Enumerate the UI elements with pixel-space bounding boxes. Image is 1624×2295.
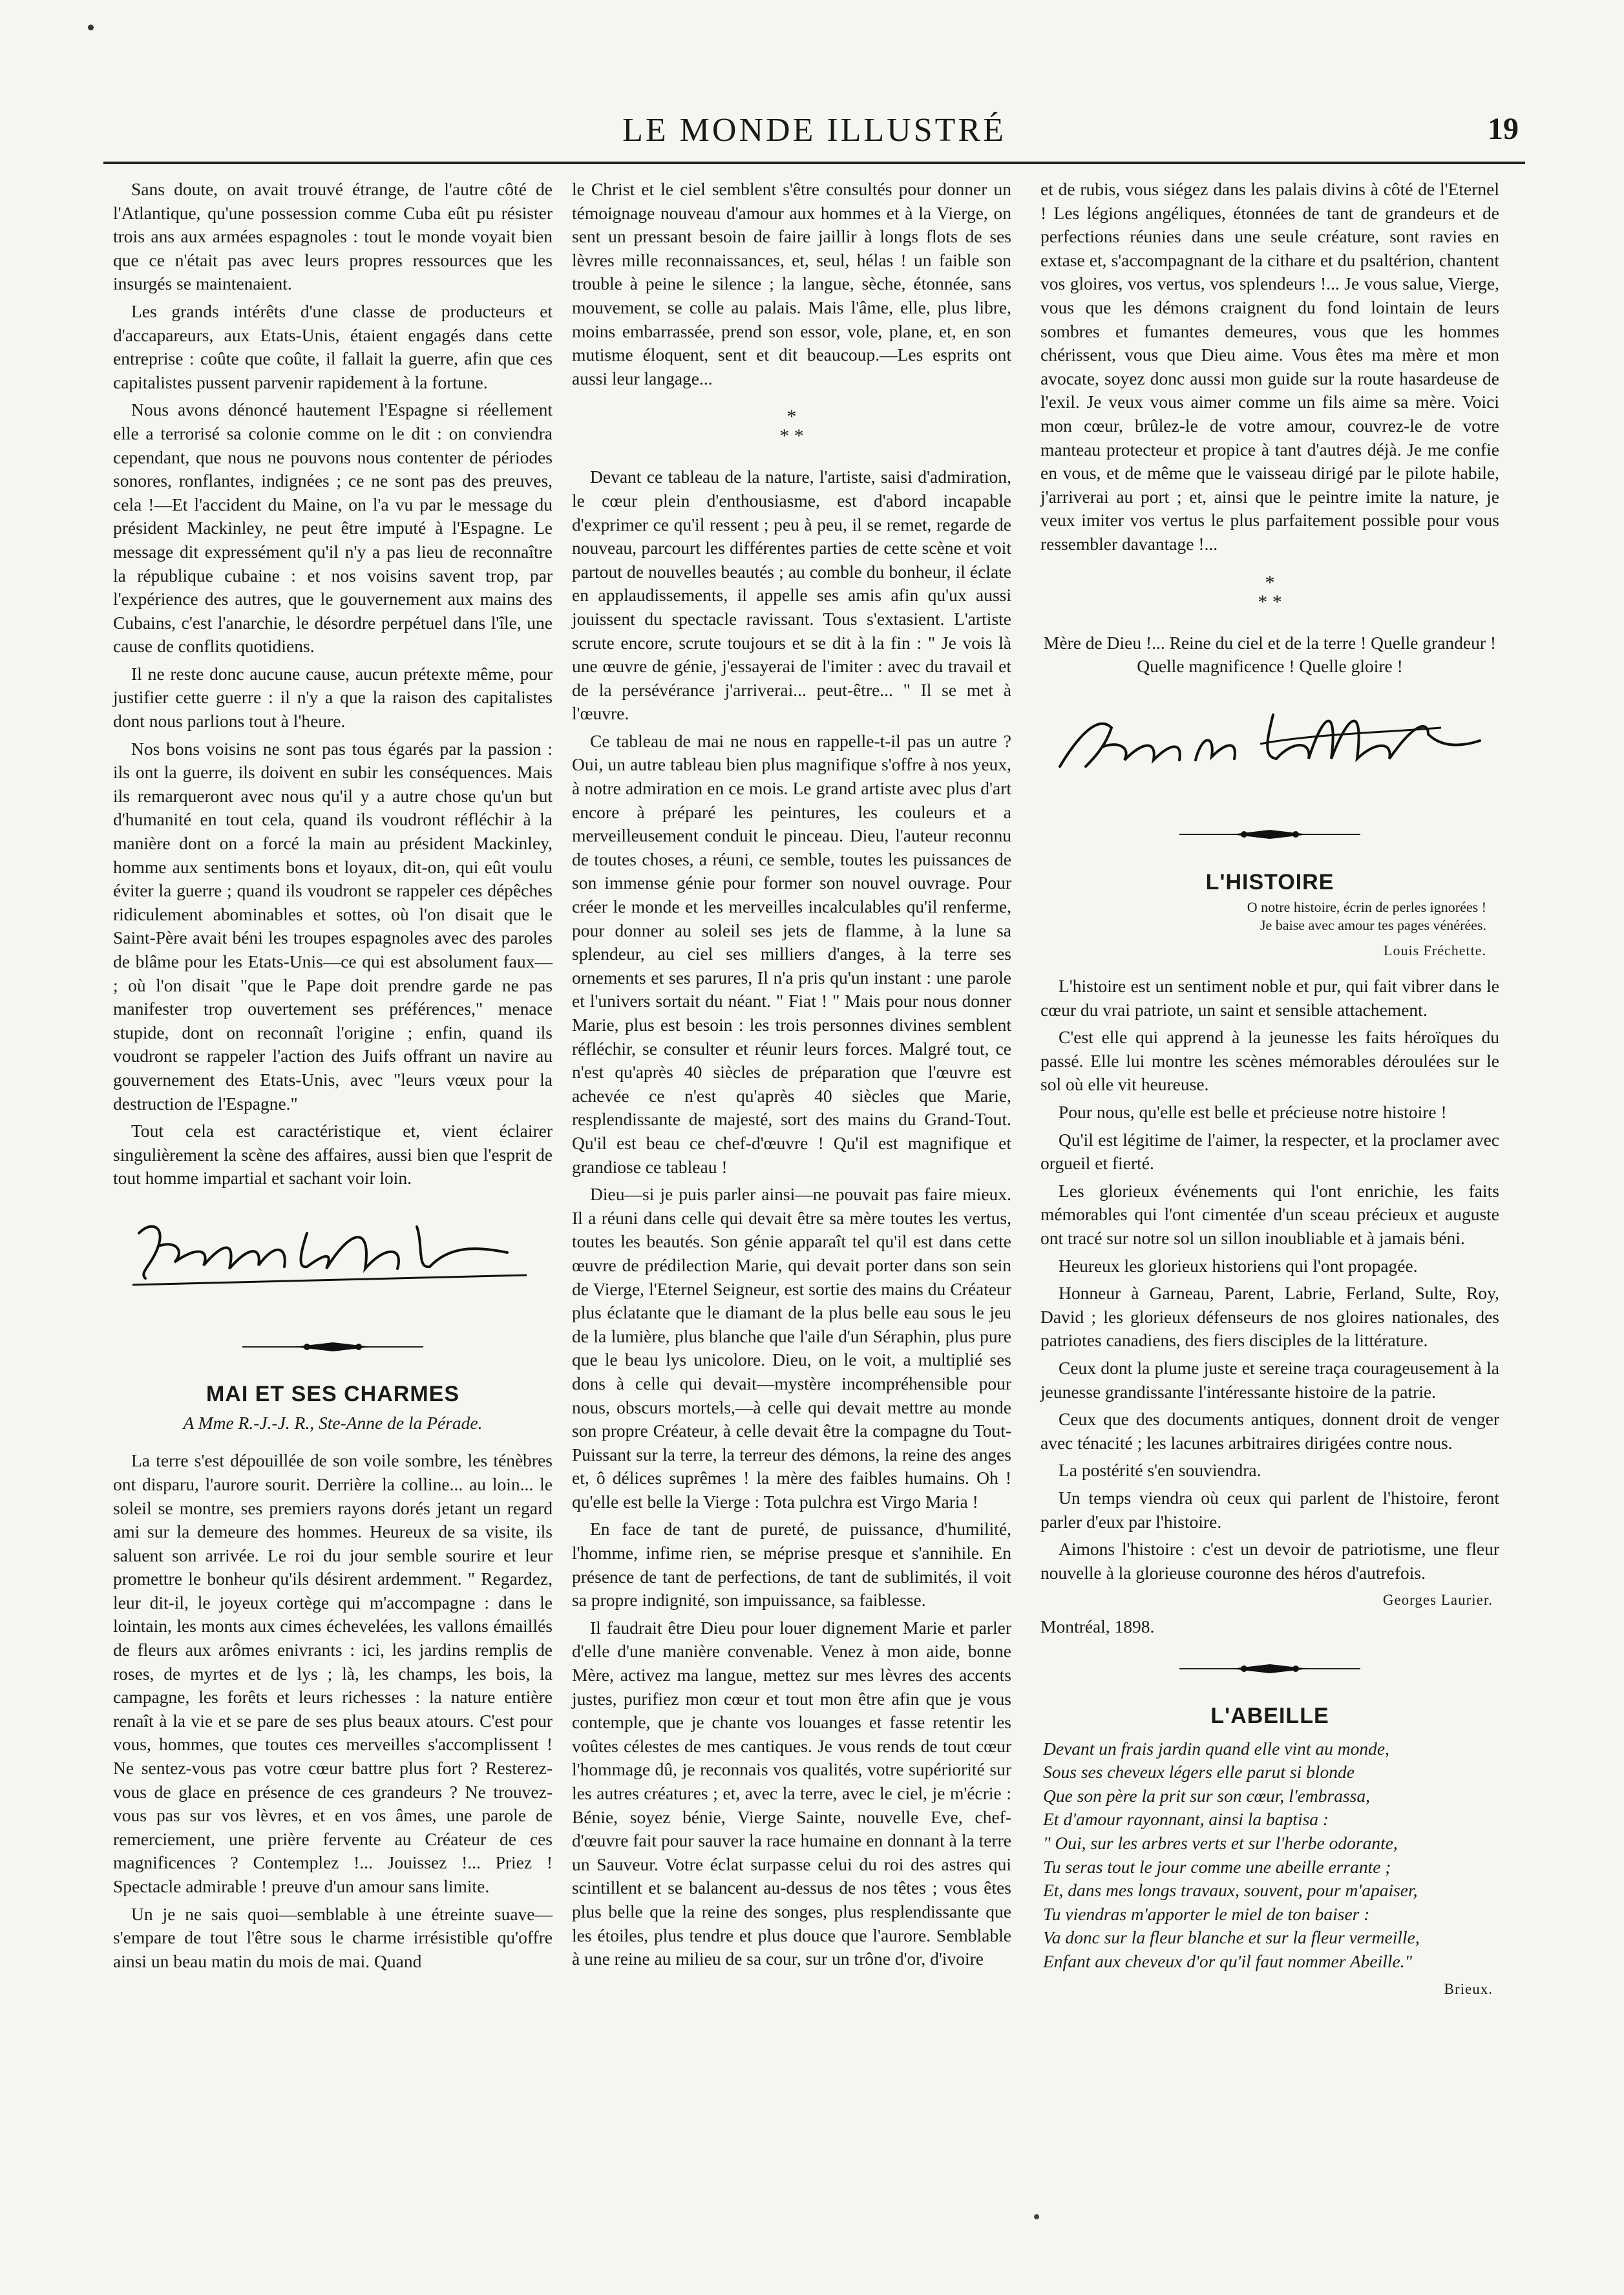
poem-line: Va donc sur la fleur blanche et sur la fleur vermeille, (1043, 1927, 1420, 1948)
epigraph-line: O notre histoire, écrin de perles ignorées ! (1247, 899, 1486, 916)
article-paragraph: Nos bons voisins ne sont pas tous égarés par la passion : ils ont la guerre, ils doivent en subir les conséquences. Mais ils remarqueront avec nous qu'il y a autre chose qu'un but d'humanité en tout cela, quand ils voudront réfléchir à la manière dont on a forcé la main au président Mackinley, homme aux sentiments bons et loyaux, dit-on, qui eût voulu éviter la guerre ; quand ils voudront se rappeler ces dépêches ridiculement abominables et sottes, où l'on disait que le Saint-Père avait béni les troupes espagnoles avec des paroles de blâme pour les Etats-Unis—ce qui est absolument faux— ; où l'on disait "que le Pape doit prendre garde ne pas manifester trop ouvertement ses préférences," menace stupide, dont on reconnaît l'origine ; enfin, quand ils voudront se rappeler l'action des Juifs offrant un navire au gouvernement des Etats-Unis, avec "leurs vœux pour la destruction de l'Espagne." (113, 738, 553, 1114)
ornamental-rule (1040, 828, 1499, 841)
article-paragraph: Il ne reste donc aucune cause, aucun prétexte même, pour justifier cette guerre : il n'y a que la raison des capitalistes dont nous parlions tout à l'heure. (113, 663, 553, 732)
poem-line: Tu viendras m'apporter le miel de ton baiser : (1043, 1903, 1370, 1924)
article-paragraph: Un je ne sais quoi—semblable à une étreinte suave—s'empare de tout l'être sous le charme irrésistible qu'offre ainsi un beau matin du mois de mai. Quand (113, 1903, 553, 1971)
article-paragraph: le Christ et le ciel semblent s'être consultés pour donner un témoignage nouveau d'amour aux hommes et à la Vierge, on sent un pressant besoin de faire jaillir à longs flots de ses lèvres mille reconnaissances, et, seul, hélas ! un faible son trouble à peine le silence ; la langue, sèche, étonnée, sans mouvement, se colle au palais. Mais l'âme, elle, plus libre, moins embarrassée, prend son essor, vole, plane, et, en son mutisme éloquent, sent et dit beaucoup.—Les esprits ont aussi leur langage... (572, 179, 1011, 388)
article-paragraph: Devant ce tableau de la nature, l'artiste, saisi d'admiration, le cœur plein d'enthousiasme, est d'abord incapable d'exprimer ce qu'il ressent ; peu à peu, il se remet, regarde de nouveau, parcourt les différentes parties de cette scène et voit partout de nouvelles beautés ; au comble du bonheur, il éclate en applaudissements, il appelle ses amis afin qu'ux aussi jouissent du spectacle ravissant. Tous s'extasient. L'artiste scrute encore, scrute toujours et se dit à la fin : " Je vois là une œuvre de génie, j'essayerai de l'imiter : avec du travail et de la persévérance j'arriverai... peut-être... " Il se met à l'œuvre. (572, 467, 1011, 724)
article-paragraph: Il faudrait être Dieu pour louer dignement Marie et parler d'elle d'une manière convenable. Venez à mon aide, bonne Mère, activez ma langue, mettez sur mes lèvres des accents justes, purifiez mon cœur et tout mon être afin que je vous contemple, que je chante vos louanges et fasse retentir les voûtes célestes de mes cantiques. Je vous rends de tout cœur l'hommage dû, je reconnais vos qualités, votre supériorité sur les autres créatures ; et, avec la terre, avec le ciel, je m'écrie : Bénie, soyez bénie, Vierge Sainte, nouvelle Eve, chef-d'œuvre fait pour sauver la race humaine en donnant à la terre un Sauveur. Votre éclat surpasse celui du roi des astres qui scintillent et se balancent au-dessus de nos têtes ; vous êtes plus belle que la reine des songes, plus resplendissante que les étoiles, plus tendre et plus douce que l'aurore. Semblable à une reine au milieu de sa cour, sur un trône d'or, d'ivoire (572, 1617, 1011, 1969)
section-title: L'ABEILLE (1210, 1704, 1329, 1729)
article-paragraph: Pour nous, qu'elle est belle et précieuse notre histoire ! (1059, 1102, 1447, 1123)
article-paragraph: Honneur à Garneau, Parent, Labrie, Ferland, Sulte, Roy, David ; les glorieux défenseurs de nos gloires nationales, des patriotes canadiens, des fiers disciples de la littérature. (1040, 1283, 1499, 1351)
section-title: L'HISTOIRE (1205, 869, 1334, 894)
author-byline: Georges Laurier. (1382, 1592, 1493, 1609)
print-speck (1034, 2214, 1039, 2219)
article-paragraph: Heureux les glorieux historiens qui l'ont propagée. (1059, 1255, 1418, 1276)
poem-line: Et d'amour rayonnant, ainsi la baptisa : (1043, 1809, 1329, 1830)
asterism-divider: * * * (779, 406, 804, 447)
poem-line: Sous ses cheveux légers elle parut si blonde (1043, 1762, 1355, 1782)
article-paragraph: Un temps viendra où ceux qui parlent de l'histoire, feront parler d'eux par l'histoire. (1040, 1487, 1499, 1532)
poem-line: Et, dans mes longs travaux, souvent, pour m'apaiser, (1043, 1880, 1418, 1901)
column-2 (572, 178, 1011, 2259)
article-paragraph: Les grands intérêts d'une classe de producteurs et d'accapareurs, aux Etats-Unis, étaient engagés dans cette entreprise : coûte que coûte, il fallait la guerre, afin que ces capitalistes pussent parvenir rapidement à la fortune. (113, 301, 553, 392)
place-date: Montréal, 1898. (1040, 1616, 1155, 1636)
article-paragraph: Nous avons dénoncé hautement l'Espagne si réellement elle a terrorisé sa colonie comme on le dit : on conviendra cependant, que nous ne pouvons nous contenter de périodes sonores, ronflantes, indignées ; ce ne sont pas des preuves, cela !—Et l'accident du Maine, on l'a vu par le message du président Mackinley, ne peut être imputé à l'Espagne. Le message dit expressément qu'il n'y a pas lieu de reconnaître la république cubaine : et nos voisins savent trop, par l'expérience des autres, que le gouvernement aux mains des Cubains, c'est l'anarchie, le désordre perpétuel dans l'île, une cause de conflits quotidiens. (113, 399, 553, 657)
dedication: A Mme R.-J.-J. R., Ste-Anne de la Pérade. (183, 1412, 483, 1433)
article-paragraph: Aimons l'histoire : c'est un devoir de patriotisme, une fleur nouvelle à la glorieuse couronne des héros d'autrefois. (1040, 1539, 1499, 1583)
article-paragraph: La postérité s'en souviendra. (1059, 1460, 1261, 1481)
poem-line: Que son père la prit sur son cœur, l'embrassa, (1043, 1785, 1370, 1806)
epigraph-author: Louis Fréchette. (1384, 942, 1486, 959)
article-paragraph: Ce tableau de mai ne nous en rappelle-t-il pas un autre ? Oui, un autre tableau bien plus magnifique s'offre à nos yeux, à notre admiration en ce mois. Le grand artiste avec plus d'art encore à préparé les peintures, les couleurs et a merveilleusement conduit le pinceau. Dieu, l'auteur reconnu de toutes choses, a réuni, ce semble, toutes les puissances de son immense génie pour former son nouvel ouvrage. Pour créer le monde et les merveilles incalculables qu'il renferme, pour donner au soleil ses jets de flamme, à la lune sa splendeur, au ciel ses milliers d'anges, à la terre ses ornements et ses parures, Il n'a pris qu'un instant : une parole et l'univers sortait du néant. " Fiat ! " Mais pour nous donner Marie, plus est besoin : les trois personnes divines semblent réfléchir, se consulter et réunir leurs forces. Malgré tout, ce n'est qu'après 40 siècles de préparation que l'œuvre est achevée ce n'est qu'après 40 siècles que Marie, resplendissante de majesté, sort des mains du Grand-Tout. Qu'il est beau ce chef-d'œuvre ! Qu'il est magnifique et grandiose ce tableau ! (572, 730, 1011, 1177)
article-paragraph: Qu'il est légitime de l'aimer, la respecter, et la proclamer avec orgueil et fierté. (1040, 1129, 1499, 1174)
column-1 (113, 178, 553, 2259)
article-paragraph: L'histoire est un sentiment noble et pur, qui fait vibrer dans le cœur du vrai patriote, un saint et sensible attachement. (1040, 976, 1499, 1020)
article-paragraph: Dieu—si je puis parler ainsi—ne pouvait pas faire mieux. Il a réuni dans celle qui devait être sa mère toutes les vertus, toutes les beautés. Son génie apparaît tel qu'il est dans cette œuvre de prédilection Marie, qui devait porter dans son sein de Vierge, l'Eternel Seigneur, est sortie des mains du Créateur plus éclatante que le diamant de la plus belle eau sous le jeu de la lumière, plus blanche que l'aile d'un Séraphin, plus pure que le beau lys unicolore. Dieu, on le voit, a multiplié ses dons à celle qui devait—mystère incompréhensible pour nous, obscurs mortels,—à celle qui devait mettre au monde son propre Créateur, à celle devait être la compagne du Tout-Puissant sur la terre, la terreur des démons, la reine des anges et, ô délices suprêmes ! la mère des faibles humains. Oh ! qu'elle est belle la Vierge : Tota pulchra est Virgo Maria ! (572, 1184, 1011, 1512)
article-paragraph: Les glorieux événements qui l'ont enrichie, les faits mémorables qui l'ont cimentée d'un sceau précieux et auguste ont tracé sur notre sol un sillon inoubliable et à jamais béni. (1040, 1180, 1499, 1248)
margin-dot (88, 25, 94, 30)
page-number: 19 (1488, 112, 1519, 146)
article-paragraph: Ceux que des documents antiques, donnent droit de venger avec ténacité ; les lacunes arbitraires dirigées contre nous. (1040, 1409, 1499, 1453)
poem (1043, 1737, 1499, 1974)
poem-line: Devant un frais jardin quand elle vint au monde, (1043, 1738, 1389, 1759)
poem-line: Tu seras tout le jour comme une abeille errante ; (1043, 1856, 1391, 1877)
article-paragraph: Ceux dont la plume juste et sereine traça courageusement à la jeunesse grandissante l'intéressante histoire de la patrie. (1040, 1357, 1499, 1402)
section-title: MAI ET SES CHARMES (206, 1382, 460, 1407)
poem-line: Enfant aux cheveux d'or qu'il faut nommer Abeille." (1043, 1951, 1413, 1972)
epigraph-line: Je baise avec amour tes pages vénérées. (1260, 917, 1486, 934)
masthead (103, 103, 1525, 164)
poem-author: Brieux. (1444, 1980, 1493, 1997)
handwritten-signature (1040, 695, 1499, 792)
newspaper-title: LE MONDE ILLUSTRÉ (622, 112, 1006, 149)
asterism-divider: * * * (1258, 571, 1282, 613)
article-paragraph: La terre s'est dépouillée de son voile sombre, les ténèbres ont disparu, l'aurore sourit. Derrière la colline... au loin... le soleil se montre, ses premiers rayons dorés jetant un regard ami sur la demeure des hommes. Heureux de sa visite, ils saluent son arrivée. Le roi du jour semble sourire et leur promettre le bonheur qu'ils désirent ardemment. " Regardez, leur dit-il, le joyeux cortège qui m'accompagne : dans le lointain, les monts aux cimes échevelées, les vallons émaillés de fleurs aux arômes enivrants : ici, les jardins remplis de roses, de myrtes et de lys ; là, les champs, les bois, la campagne, les forêts et leurs richesses : la nature entière renaît à la vie et se pare de ses plus beaux atours. C'est pour vous, hommes, que toutes ces merveilles s'accomplissent ! Ne sentez-vous pas votre cœur battre plus fort ? Resterez-vous de glace en présence de ces grandeurs ? Ne trouvez-vous pas sur vos lèvres, et en vos âmes, une parole de remerciement, une prière fervente au Créateur de ces magnificences ? Contemplez !... Jouissez !... Priez ! Spectacle admirable ! preuve d'un amour sans limite. (113, 1450, 553, 1896)
article-paragraph: En face de tant de pureté, de puissance, d'humilité, l'homme, infime rien, se méprise presque et s'annihile. En présence de tant de perfections, de tant de sublimités, il voit sa propre indignité, son impuissance, sa faiblesse. (572, 1519, 1011, 1611)
poem-line: " Oui, sur les arbres verts et sur l'herbe odorante, (1043, 1833, 1398, 1854)
article-paragraph: C'est elle qui apprend à la jeunesse les faits héroïques du passé. Elle lui montre les scènes mémorables déroulées sur le sol où elle vit heureuse. (1040, 1027, 1499, 1095)
ornamental-rule (1040, 1662, 1499, 1675)
handwritten-signature (113, 1207, 553, 1304)
ornamental-rule (113, 1340, 553, 1353)
closing-exclamation: Mère de Dieu !... Reine du ciel et de la terre ! Quelle grandeur ! Quelle magnificence ! Quelle gloire ! (1043, 632, 1497, 677)
article-paragraph: Sans doute, on avait trouvé étrange, de l'autre côté de l'Atlantique, qu'une possession comme Cuba eût pu résister trois ans aux armées espagnoles : tout le monde voyait bien que ce n'était pas avec leurs propres ressources que les insurgés se maintenaient. (113, 179, 553, 294)
article-paragraph: et de rubis, vous siégez dans les palais divins à côté de l'Eternel ! Les légions angéliques, étonnées de tant de grandeurs et de perfections réunies dans une seule créature, sont ravies en extase et, s'accompagnant de la cithare et du psaltérion, chantent vos gloires, vos vertus, vos splendeurs !... Je vous salue, Vierge, vous que les démons craignent du fond lointain de leurs sombres et fumantes demeures, vous que les hommes chérissent, vous que Dieu aime. Vous êtes ma mère et mon avocate, soyez donc aussi mon guide sur la route hasardeuse de l'exil. Je veux vous aimer comme un fils aime sa mère. Voici mon cœur, brûlez-le de votre amour, couvrez-le de votre manteau protecteur et propice à tant d'autres déjà. Je me confie en vous, et de même que le vaisseau dirigé par le pilote habile, j'arriverai au port ; et, ainsi que le peintre imite la nature, je veux imiter vos vertus le plus parfaitement possible pour vous ressembler davantage !... (1040, 179, 1499, 554)
column-3 (1040, 178, 1499, 2259)
article-paragraph: Tout cela est caractéristique et, vient éclairer singulièrement la scène des affaires, aussi bien que l'esprit de tout homme impartial et sachant voir loin. (113, 1121, 553, 1189)
